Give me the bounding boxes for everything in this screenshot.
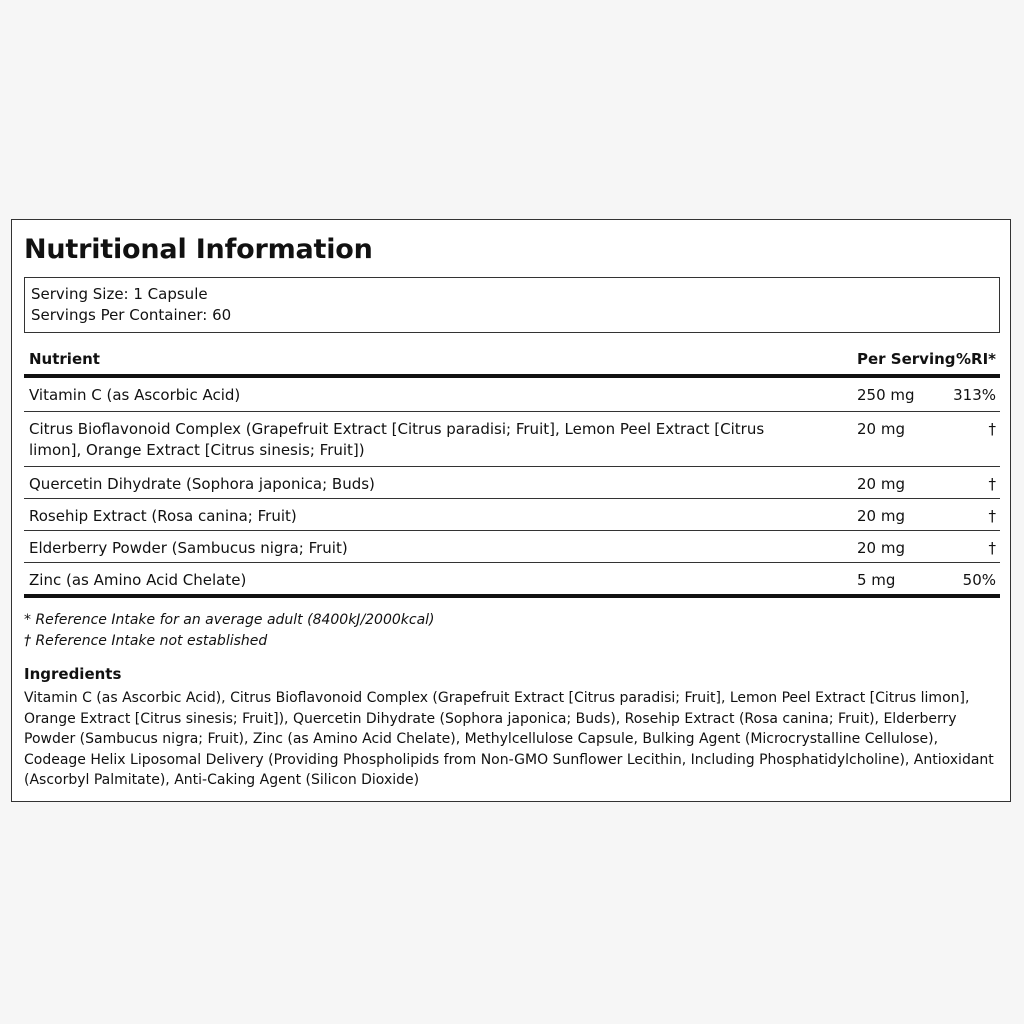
table-row [24,531,1000,563]
table-row [24,467,1000,499]
nutrient-amount: 20 mg [857,475,905,493]
header-nutrient: Nutrient [29,350,100,368]
nutrition-label-panel [11,219,1011,802]
table-row [24,499,1000,531]
nutrient-ri: † [988,475,996,493]
table-row [24,563,1000,598]
nutrient-amount: 20 mg [857,420,905,438]
nutrient-ri: 313% [953,386,996,404]
nutrient-amount: 250 mg [857,386,915,404]
table-header [24,348,1000,378]
footnote-not-established: † Reference Intake not established [24,633,268,649]
header-ri: %RI* [955,350,996,368]
serving-info-box [24,277,1000,333]
nutrient-name: Citrus Bioflavonoid Complex (Grapefruit Extract [Citrus paradisi; Fruit], Lemon Peel Extract [Citrus limon], Orange Extract [Citrus sinesis; Fruit]) [29,420,765,459]
table-row [24,378,1000,412]
table-row [24,412,1000,467]
nutrient-name: Elderberry Powder (Sambucus nigra; Fruit) [29,539,348,557]
nutrient-amount: 20 mg [857,507,905,525]
nutrient-ri: † [988,420,996,438]
footnote-reference-intake: * Reference Intake for an average adult (8400kJ/2000kcal) [24,612,435,628]
label-title: Nutritional Information [24,234,373,265]
servings-per-container: Servings Per Container: 60 [31,306,232,324]
nutrient-amount: 5 mg [857,571,896,589]
serving-size: Serving Size: 1 Capsule [31,285,208,303]
nutrient-ri: † [988,507,996,525]
footnotes [24,610,435,652]
nutrient-amount: 20 mg [857,539,905,557]
nutrient-name: Rosehip Extract (Rosa canina; Fruit) [29,507,297,525]
ingredients-heading: Ingredients [24,665,122,683]
nutrient-ri: † [988,539,996,557]
nutrient-name: Zinc (as Amino Acid Chelate) [29,571,247,589]
header-per-serving: Per Serving [857,350,956,368]
nutrient-name: Vitamin C (as Ascorbic Acid) [29,386,241,404]
ingredients-text: Vitamin C (as Ascorbic Acid), Citrus Bioflavonoid Complex (Grapefruit Extract [Citrus paradisi; Fruit], Lemon Peel Extract [Citrus limon], Orange Extract [Citrus sinesis; Fruit]), Quercetin Dihydrate (Sophora japonica; Buds), Rosehip Extract (Rosa canina; Fruit), Elderberry Powder (Sambucus nigra; Fruit), Zinc (as Amino Acid Chelate), Methylcellulose Capsule, Bulking Agent (Microcrystalline Cellulose), Codeage Helix Liposomal Delivery (Providing Phospholipids from Non-GMO Sunflower Lecithin, Including Phosphatidylcholine), Antioxidant (Ascorbyl Palmitate), Anti-Caking Agent (Silicon Dioxide) [24,690,994,788]
nutrient-ri: 50% [962,571,996,589]
nutrient-name: Quercetin Dihydrate (Sophora japonica; Buds) [29,475,375,493]
